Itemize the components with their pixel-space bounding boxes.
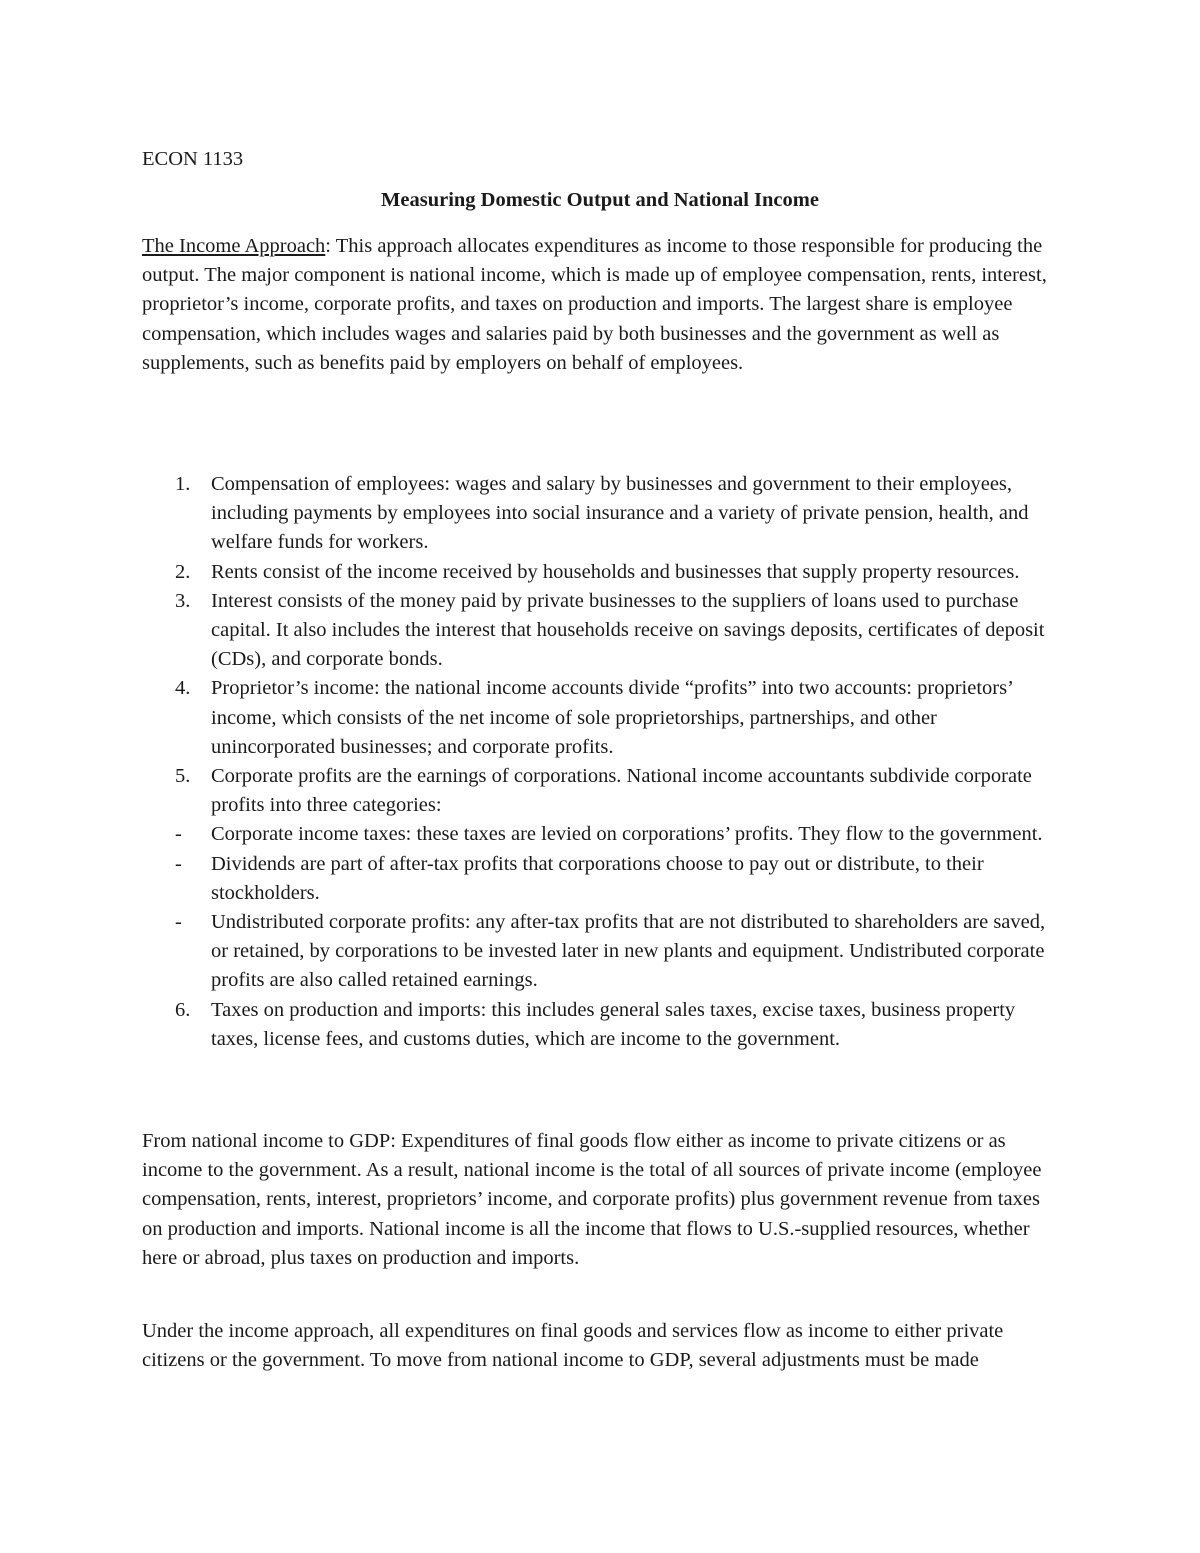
- list-item-text: Dividends are part of after-tax profits that corporations choose to pay out or distribute, to their stockholders.: [211, 852, 984, 904]
- list-item-text: Corporate income taxes: these taxes are levied on corporations’ profits. They flow to the government.: [211, 823, 1043, 846]
- intro-body: This approach allocates expenditures as income to those responsible for producing the output. The major component is national income, which is made up of employee compensation, rents, interest, proprietor’s income, corporate profits, and taxes on production and imports. The largest share is employee compensation, which includes wages and salaries paid by both businesses and the government as well as supplements, such as benefits paid by employers on behalf of employees.: [142, 235, 1047, 374]
- list-item-text: Undistributed corporate profits: any after-tax profits that are not distributed to shareholders are saved, or retained, by corporations to be invested later in new plants and equipment. Undistributed corporate profits are also called retained earnings.: [211, 911, 1046, 992]
- list-item-text: Interest consists of the money paid by private businesses to the suppliers of loans used to purchase capital. It also includes the interest that households receive on savings deposits, certificates of deposit (CDs), and corporate bonds.: [211, 589, 1045, 671]
- list-marker: -: [175, 823, 182, 846]
- list-item-text: Proprietor’s income: the national income accounts divide “profits” into two accounts: proprietors’ income, which consists of the net income of sole proprietorships, partnerships, and other unincorporated businesses; and corporate profits.: [211, 677, 1013, 758]
- list-item-text: Rents consist of the income received by households and businesses that supply property resources.: [211, 560, 1020, 583]
- list-item-text: Corporate profits are the earnings of corporations. National income accountants subdivide corporate profits into three categories:: [211, 765, 1032, 817]
- list-marker: 1.: [175, 473, 191, 495]
- list-item: [142, 587, 1062, 675]
- intro-heading: The Income Approach: [142, 235, 326, 257]
- income-components-list: [142, 470, 1062, 1054]
- course-code: ECON 1133: [142, 148, 244, 170]
- list-item: [142, 558, 1062, 587]
- list-subitem: [142, 820, 1062, 849]
- gdp-paragraph: From national income to GDP: Expenditures of final goods flow either as income to private citizens or as income to the government. As a result, national income is the total of all sources of private income (employee compensation, rents, interest, proprietors’ income, and corporate profits) plus government revenue from taxes on production and imports. National income is all the income that flows to U.S.-supplied resources, whether here or abroad, plus taxes on production and imports.: [142, 1130, 1042, 1269]
- list-item: [142, 470, 1062, 558]
- list-subitem: [142, 908, 1062, 996]
- list-marker: -: [175, 911, 182, 934]
- list-item: [142, 762, 1062, 820]
- list-subitem: [142, 850, 1062, 908]
- intro-heading-colon: :: [325, 235, 331, 257]
- list-item: [142, 674, 1062, 762]
- list-item-text: Taxes on production and imports: this includes general sales taxes, excise taxes, business property taxes, license fees, and customs duties, which are income to the government.: [211, 998, 1016, 1050]
- list-marker: -: [175, 852, 182, 875]
- list-marker: 3.: [175, 589, 191, 612]
- list-marker: 5.: [175, 765, 191, 788]
- list-item-text: Compensation of employees: wages and salary by businesses and government to their employees, including payments by employees into social insurance and a variety of private pension, health, and welfare funds for workers.: [211, 473, 1029, 554]
- list-marker: 4.: [175, 677, 191, 700]
- intro-paragraph: [142, 232, 1062, 378]
- adjustments-paragraph: Under the income approach, all expenditures on final goods and services flow as income to either private citizens or the government. To move from national income to GDP, several adjustments must be made: [142, 1320, 1004, 1372]
- list-marker: 6.: [175, 998, 191, 1021]
- list-marker: 2.: [175, 560, 191, 583]
- list-item: [142, 996, 1062, 1054]
- page-title: Measuring Domestic Output and National Income: [381, 189, 819, 211]
